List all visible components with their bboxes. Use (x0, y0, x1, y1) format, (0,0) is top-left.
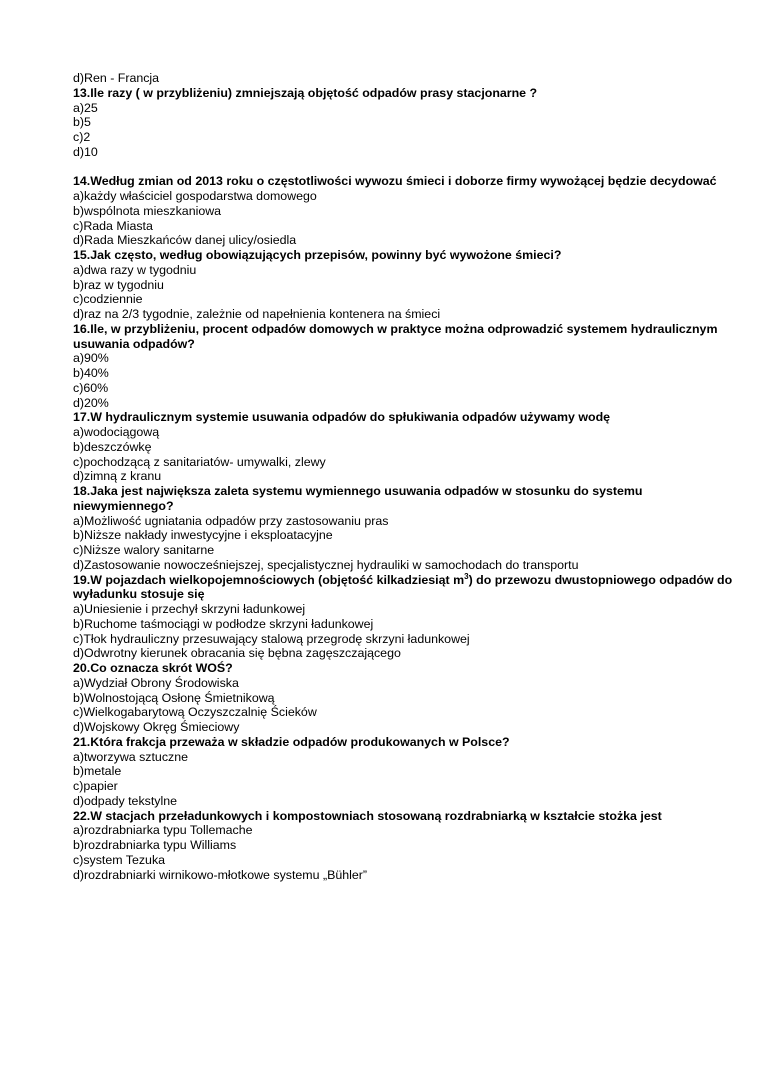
answer-13-c: c)2 (73, 130, 91, 144)
answer-15-b: b)raz w tygodniu (73, 277, 164, 292)
answer-20-b: b)Wolnostojącą Osłonę Śmietnikową (73, 690, 275, 705)
answer-13-d: d)10 (73, 144, 98, 159)
answer-16-d: d)20% (73, 395, 109, 410)
answer-17-b: b)deszczówkę (73, 439, 152, 454)
question-17: 17.W hydraulicznym systemie usuwania odpadów do spłukiwania odpadów używamy wodę (73, 410, 611, 425)
answer-14-a: a)każdy właściciel gospodarstwa domowego (73, 189, 317, 203)
answer-15-c: c)codziennie (73, 292, 143, 307)
answer-21-b: b)metale (73, 764, 122, 779)
answer-13-b: b)5 (73, 115, 91, 130)
answer-22-b: b)rozdrabniarka typu Williams (73, 838, 237, 852)
answer-20-a: a)Wydział Obrony Środowiska (73, 675, 239, 690)
answer-17-c: c)pochodzącą z sanitariatów- umywalki, zlewy (73, 454, 326, 469)
answer-15-a: a)dwa razy w tygodniu (73, 262, 197, 277)
answer-19-b: b)Ruchome taśmociągi w podłodze skrzyni ładunkowej (73, 616, 374, 631)
question-21: 21.Która frakcja przeważa w składzie odpadów produkowanych w Polsce? (73, 734, 510, 749)
answer-19-c: c)Tłok hydrauliczny przesuwający stalową przegrodę skrzyni ładunkowej (73, 631, 470, 646)
question-16: 16.Ile, w przybliżeniu, procent odpadów domowych w praktyce można odprowadzić systemem hydraulicznym usuwania odpadów? (73, 321, 718, 351)
answer-15-d: d)raz na 2/3 tygodnie, zależnie od napełnienia kontenera na śmieci (73, 307, 441, 321)
answer-17-a: a)wodociągową (73, 425, 160, 439)
answer-text: d)Ren - Francja (73, 71, 160, 85)
answer-17-d: d)zimną z kranu (73, 469, 162, 484)
answer-22-c: c)system Tezuka (73, 852, 166, 867)
answer-16-c: c)60% (73, 380, 109, 395)
answer-20-c: c)Wielkogabarytową Oczyszczalnię Ścieków (73, 705, 317, 720)
answer-19-d: d)Odwrotny kierunek obracania się bębna zagęszczającego (73, 646, 401, 661)
answer-14-c: c)Rada Miasta (73, 218, 153, 233)
answer-14-b: b)wspólnota mieszkaniowa (73, 203, 222, 218)
answer-18-d: d)Zastosowanie nowocześniejszej, specjalistycznej hydrauliki w samochodach do transportu (73, 557, 579, 572)
answer-21-d: d)odpady tekstylne (73, 793, 178, 808)
question-15: 15.Jak często, według obowiązujących przepisów, powinny być wywożone śmieci? (73, 248, 562, 262)
answer-18-a: a)Możliwość ugniatania odpadów przy zastosowaniu pras (73, 513, 389, 528)
answer-16-b: b)40% (73, 366, 109, 380)
answer-18-c: c)Niższe walory sanitarne (73, 543, 215, 557)
question-13: 13.Ile razy ( w przybliżeniu) zmniejszają objętość odpadów prasy stacjonarne ? (73, 85, 538, 100)
answer-13-a: a)25 (73, 100, 98, 115)
superscript-3: 3 (464, 571, 469, 581)
answer-20-d: d)Wojskowy Okręg Śmieciowy (73, 720, 240, 734)
answer-14-d: d)Rada Mieszkańców danej ulicy/osiedla (73, 233, 297, 248)
blank-line (73, 160, 745, 175)
document-page (73, 71, 745, 882)
answer-21-a: a)tworzywa sztuczne (73, 749, 188, 764)
answer-19-a: a)Uniesienie i przechył skrzyni ładunkowej (73, 602, 306, 616)
question-19-text-end: ) do przewozu dwustopniowego odpadów do wyładunku stosuje się (73, 572, 733, 602)
question-19-text-start: 19.W pojazdach wielkopojemnościowych (objętość kilkadziesiąt m (73, 572, 465, 587)
question-20: 20.Co oznacza skrót WOŚ? (73, 661, 233, 675)
answer-16-a: a)90% (73, 351, 109, 366)
question-18: 18.Jaka jest największa zaleta systemu wymiennego usuwania odpadów w stosunku do systemu niewymiennego? (73, 484, 643, 513)
answer-21-c: c)papier (73, 779, 118, 793)
question-19 (73, 573, 745, 603)
answer-22-d: d)rozdrabniarki wirnikowo-młotkowe systemu „Bühler” (73, 867, 368, 882)
answer-22-a: a)rozdrabniarka typu Tollemache (73, 823, 253, 838)
answer-18-b: b)Niższe nakłady inwestycyjne i eksploatacyjne (73, 528, 333, 543)
question-22: 22.W stacjach przeładunkowych i kompostowniach stosowaną rozdrabniarką w kształcie stożka jest (73, 808, 662, 823)
question-14: 14.Według zmian od 2013 roku o częstotliwości wywozu śmieci i doborze firmy wywożącej będzie decydować (73, 174, 717, 189)
